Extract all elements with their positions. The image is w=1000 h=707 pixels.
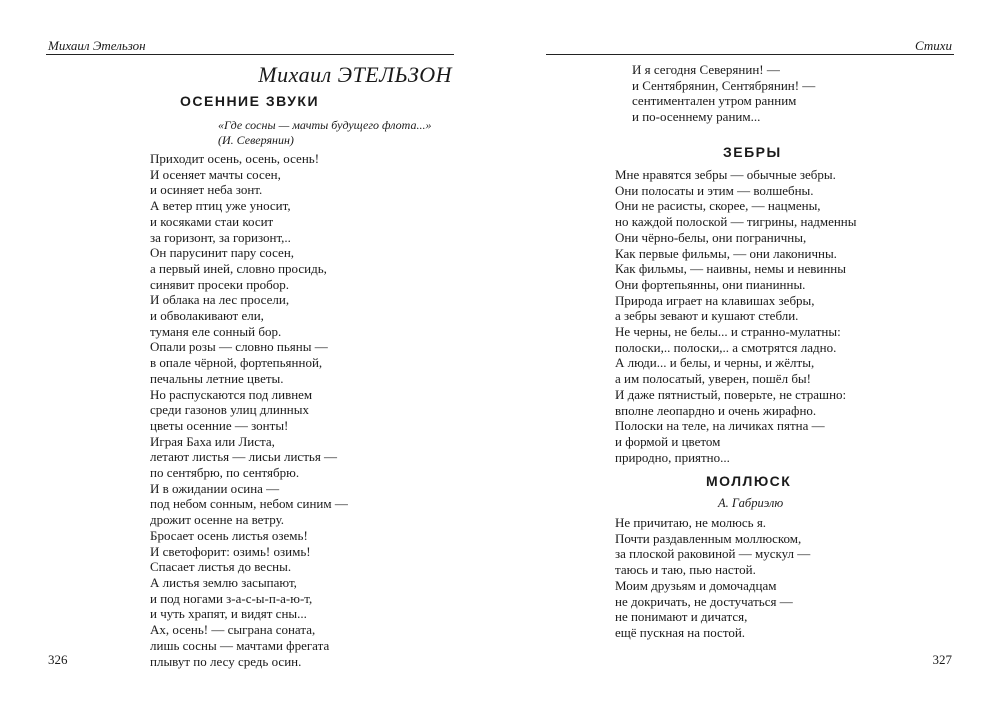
right-header-rule — [546, 54, 954, 55]
verse-line: Как фильмы, — наивны, немы и невинны — [615, 261, 846, 277]
author-title: Михаил ЭТЕЛЬЗОН — [258, 62, 452, 87]
poem-mollusk-dedication: А. Габриэлю — [718, 496, 784, 510]
verse-line: среди газонов улиц длинных — [150, 402, 309, 418]
verse-line: И осеняет мачты сосен, — [150, 166, 281, 182]
verse-line: под небом сонным, небом синим — — [150, 496, 348, 512]
verse-line: сентиментален утром ранним — [632, 93, 797, 109]
verse-line: не понимают и дичатся, — [615, 609, 748, 625]
poem-title-zebras: ЗЕБРЫ — [723, 144, 782, 160]
verse-line: природно, приятно... — [615, 449, 730, 465]
verse-line: Ах, осень! — сыграна соната, — [150, 622, 316, 638]
verse-line: Как первые фильмы, — они лаконичны. — [615, 245, 837, 261]
verse-line: Не причитаю, не молюсь я. — [615, 515, 767, 530]
right-page-number: 327 — [932, 652, 952, 667]
verse-line: но каждой полоской — тигрины, надменны — [615, 214, 857, 230]
verse-line: Они полосаты и этим — волшебны. — [615, 182, 814, 198]
verse-line: и косяками стаи косит — [150, 213, 274, 229]
verse-line: и осиняет неба зонт. — [150, 182, 263, 198]
verse-line: А листья землю засыпают, — [150, 574, 297, 590]
verse-line: по сентябрю, по сентябрю. — [150, 465, 300, 481]
left-running-head: Михаил Этельзон — [48, 38, 146, 53]
verse-line: и чуть храпят, и видят сны... — [150, 606, 307, 622]
verse-line: печальны летние цветы. — [150, 370, 284, 386]
verse-line: И в ожидании осина — — [150, 480, 280, 496]
epigraph — [218, 118, 431, 148]
verse-line: цветы осенние — зонты! — [150, 417, 289, 433]
verse-line: Они фортепьянны, они пианинны. — [615, 276, 806, 292]
verse-line: в опале чёрной, фортепьянной, — [150, 355, 323, 371]
verse-line: и формой и цветом — [615, 433, 721, 449]
verse-line: Природа играет на клавишах зебры, — [615, 292, 815, 308]
verse-line: Приходит осень, осень, осень! — [150, 151, 320, 166]
verse-line: Они чёрно-белы, они пограничны, — [615, 229, 807, 245]
verse-line: за горизонт, за горизонт,.. — [150, 229, 291, 245]
left-header-rule — [46, 54, 454, 55]
verse-line: ещё пускная на постой. — [615, 624, 746, 640]
right-running-head: Стихи — [914, 38, 952, 53]
verse-line: не докричать, не достучаться — — [615, 593, 793, 609]
verse-line: И даже пятнистый, поверьте, не страшно: — [615, 386, 847, 402]
verse-line: А ветер птиц уже уносит, — [150, 198, 291, 214]
verse-line: Бросает осень листья оземь! — [150, 527, 308, 543]
verse-line: и под ногами з-а-с-ы-п-а-ю-т, — [150, 590, 313, 606]
verse-line: и обволакивают ели, — [150, 308, 264, 324]
verse-line: и Сентябрянин, Сентябрянин! — — [632, 77, 816, 93]
verse-line: за плоской раковиной — мускул — — [615, 546, 811, 562]
verse-line: вполне леопардно и очень жирафно. — [615, 402, 817, 418]
poem-zebras-lines — [615, 167, 856, 465]
verse-line: летают листья — лисьи листья — — [150, 449, 338, 465]
verse-line: Мне нравятся зебры — обычные зебры. — [615, 167, 836, 182]
verse-line: полоски,.. полоски,.. а смотрятся ладно. — [615, 339, 837, 355]
verse-line: и по-осеннему раним... — [632, 109, 761, 125]
verse-line: Но распускаются под ливнем — [150, 386, 313, 402]
verse-line: Опали розы — словно пьяны — — [150, 339, 328, 355]
verse-line: Они не расисты, скорее, — нацмены, — [615, 198, 821, 214]
verse-line: а им полосатый, уверен, пошёл бы! — [615, 371, 811, 387]
verse-line: И светофорит: озимь! озимь! — [150, 543, 311, 559]
verse-line: туманя еле сонный бор. — [150, 323, 282, 339]
poem-mollusk-lines — [615, 515, 810, 641]
verse-line: а зебры зевают и кушают стебли. — [615, 308, 799, 324]
epigraph-source: (И. Северянин) — [218, 133, 294, 147]
epigraph-quote: «Где сосны — мачты будущего флота...» — [218, 118, 432, 132]
poem-title-mollusk: МОЛЛЮСК — [706, 473, 792, 489]
verse-line: синявит просеки пробор. — [150, 276, 290, 292]
verse-line: А люди... и белы, и черны, и жёлты, — [615, 355, 815, 371]
poem-autumn-sounds-lines — [150, 151, 348, 669]
poem-title-autumn-sounds: ОСЕННИЕ ЗВУКИ — [180, 93, 320, 109]
left-page-number: 326 — [48, 652, 68, 667]
poem-autumn-sounds-continuation — [632, 62, 815, 125]
verse-line: И я сегодня Северянин! — — [632, 62, 780, 77]
verse-line: дрожит осенне на ветру. — [150, 512, 285, 528]
verse-line: лишь сосны — мачтами фрегата — [150, 637, 330, 653]
verse-line: плывут по лесу средь осин. — [150, 653, 302, 669]
verse-line: Играя Баха или Листа, — [150, 433, 275, 449]
verse-line: Почти раздавленным моллюском, — [615, 530, 802, 546]
verse-line: Не черны, не белы... и странно-мулатны: — [615, 324, 841, 340]
verse-line: И облака на лес просели, — [150, 292, 290, 308]
verse-line: Моим друзьям и домочадцам — [615, 577, 777, 593]
verse-line: Полоски на теле, на личиках пятна — — [615, 418, 825, 434]
verse-line: Спасает листья до весны. — [150, 559, 292, 575]
verse-line: таюсь и таю, пью настой. — [615, 562, 756, 578]
verse-line: а первый иней, словно просидь, — [150, 260, 327, 276]
verse-line: Он парусинит пару сосен, — [150, 245, 295, 261]
